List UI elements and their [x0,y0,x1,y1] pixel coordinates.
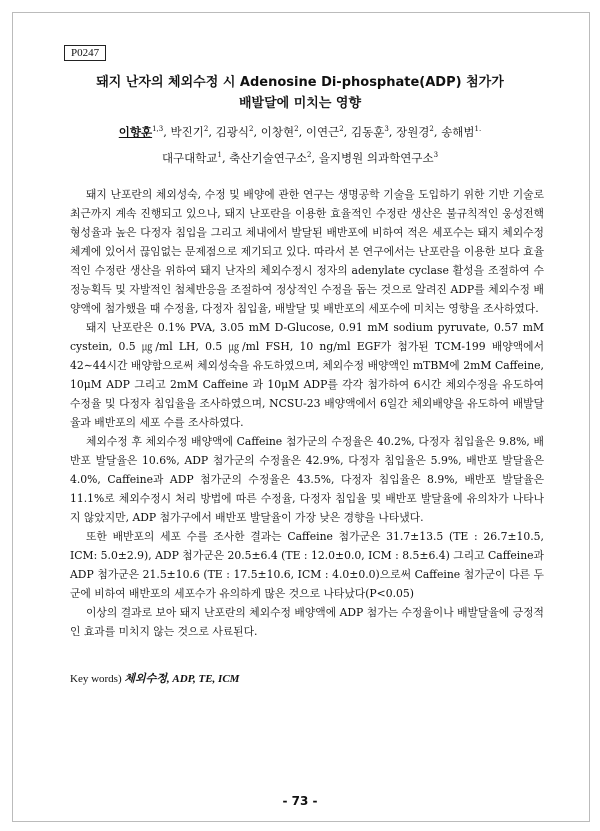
author-name: 김동훈 [350,125,385,139]
author-affiliation-mark: 2 [248,125,254,133]
abstract-paragraph-methods: 돼지 난포란은 0.1% PVA, 3.05 mM D-Glucose, 0.91 mM sodium pyruvate, 0.57 mM cystein, 0.5 ㎍/ml LH, 0.5 ㎍/ml FSH, 10 ng/ml EGF가 첨가된 TCM-199 배양액에서 42∼44시간 배양함으로써 체외성숙을 유도하였으며, 체외수정 배양액인 mTBM에 2mM Caffeine, 10μM ADP 그리고 2mM Caffeine 과 10μM ADP를 각각 첨가하여 6시간 체외수정을 유도하여 수정율 및 다정자 침입율을 조사하였으며, NCSU-23 배양액에서 6일간 체외배양을 유도하여 배발달율과 배반포의 세포 수를 조사하였다. [70,321,544,429]
abstract-paragraph-results: 체외수정 후 체외수정 배양액에 Caffeine 첨가군의 수정율은 40.2%, 다정자 침입율은 9.8%, 배반포 발달율은 10.6%, ADP 첨가군의 수정율은 42.9%, 다정자 침입율은 5.9%, 배반포 발달율은 4.0%, Caffeine과 ADP 첨가군의 수정율은 43.5%, 다정자 침입율은 8.9%, 배반포 발달율은 11.1%로 체외수정시 처리 방법에 따른 수정율, 다정자 침입율 및 배반포 발달율에 유의차가 나타나지 않았지만, ADP 첨가구에서 배반포 발달율이 가장 낮은 경향을 나타냈다. [70,435,544,524]
affiliation-name: 대구대학교 [161,151,218,165]
author-affiliation-mark: 1,3 [152,125,164,133]
author-affiliation-mark: 1. [474,125,482,133]
author-affiliation-mark: 2 [339,125,344,133]
author-affiliation-mark: 3 [384,125,389,133]
abstract-paragraph-cell-count: 또한 배반포의 세포 수를 조사한 결과는 Caffeine 첨가군은 31.7±13.5 (TE : 26.7±10.5, ICM: 5.0±2.9), ADP 첨가군은 20.5±6.4 (TE : 12.0±0.0, ICM : 8.5±6.4) 그리고 Caffeine과 ADP 첨가군은 21.5±10.6 (TE : 17.5±10.6, ICM : 4.0±0.0)으로써 Caffeine 첨가군이 다른 두 군에 비하여 배반포의 세포수가 유의하게 많은 것으로 나타났다(P<0.05) [70,530,544,600]
affiliation-list: 대구대학교$^1$, 축산기술연구소$^2$, 을지병원 의과학연구소$^3$ [161,151,439,165]
page-number: - 73 - [282,794,318,808]
abstract-body [70,185,544,641]
abstract-paragraph-conclusion: 이상의 결과로 보아 돼지 난포란의 체외수정 배양액에 ADP 첨가는 수정율이나 배발달율에 긍정적인 효과를 미치지 않는 것으로 사료된다. [70,606,544,638]
affiliation-mark: 2 [307,151,312,159]
author-affiliation-mark: 2 [429,125,434,133]
author-name: 이연근 [305,125,340,139]
keywords-line [70,670,239,686]
author-affiliation-mark: 2 [203,125,209,133]
abstract-paragraph-background: 돼지 난포란의 체외성숙, 수정 및 배양에 관한 연구는 생명공학 기술을 도입하기 위한 기반 기술로 최근까지 계속 진행되고 있으나, 돼지 난포란을 이용한 효율적인 수정란 생산은 불규칙적인 웅성전핵 형성율과 높은 다정자 침입을 그리고 체내에서 발달된 배반포에 비하여 적은 세포수는 돼지 체외수정 체계에 있어서 끊임없는 문제점으로 제기되고 있다. 따라서 본 연구에서는 난포란을 이용한 보다 효율적인 수정란 생산을 위하여 돼지 난자의 체외수정시 정자의 adenylate cyclase 활성을 조절하여 수정능획득 및 자발적인 첨체반응을 조절하여 정상적인 수정을 돕는 것으로 알려진 ADP를 체외수정 배양액에 첨가했을 때 수정율, 다정자 침입율, 배발달 및 배반포의 세포수에 미치는 영향을 조사하였다. [70,188,544,315]
keywords-label: Key words) [70,673,122,685]
paper-title [60,72,540,114]
author-name: 박진기 [170,125,204,139]
title-line-1: 돼지 난자의 체외수정 시 Adenosine Di-phosphate(ADP) 첨가가 [96,75,504,90]
author-name: 송해범 [441,125,475,139]
author-affiliation-mark: 2 [294,125,299,133]
affiliation-mark: 3 [433,151,439,159]
author-name: 장원경 [396,125,430,139]
title-line-2: 배발달에 미치는 영향 [238,96,362,111]
author-name: 김광식 [215,125,249,139]
author-name: 이향훈 [118,125,153,139]
affiliation-mark: 1 [217,151,222,159]
keywords-value: 체외수정, ADP, TE, ICM [124,673,240,685]
author-list: 이향훈$^{1,3}$, 박진기$^2$, 김광식$^2$, 이창현$^2$, 이연근$^2$, 김동훈$^3$, 장원경$^2$, 송해범$^{1.}$ [118,125,482,139]
author-name: 이창현 [260,125,295,139]
abstract-code-badge: P0247 [64,45,106,61]
affiliation-name: 을지병원 의과학연구소 [318,151,434,165]
affiliation-name: 축산기술연구소 [229,151,308,165]
